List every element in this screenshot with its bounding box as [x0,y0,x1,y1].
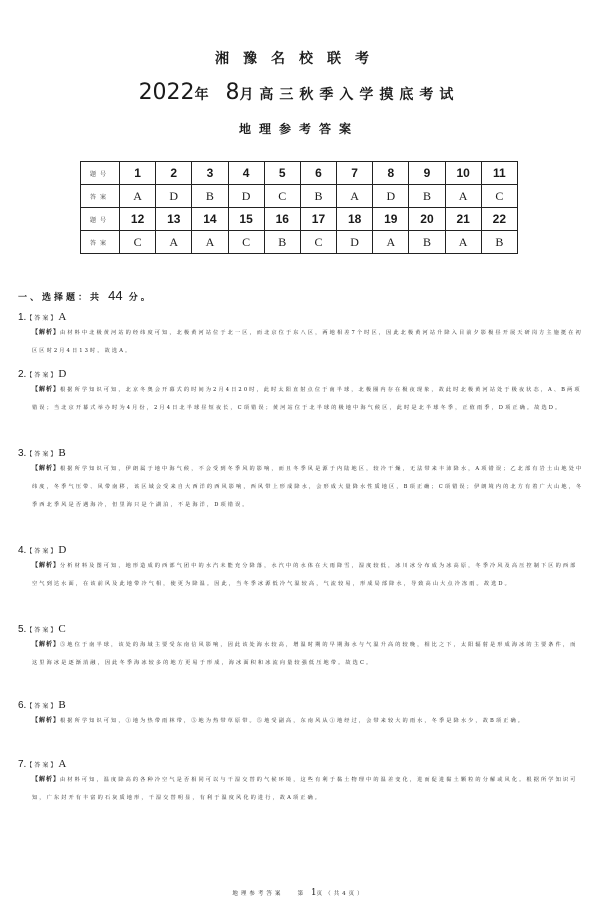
question-number-cell: 15 [228,208,264,231]
answer-cell: B [300,185,336,208]
section-heading [18,288,153,303]
question-number-cell: 3 [192,162,228,185]
answer-cell: D [373,185,409,208]
question-number-cell: 12 [120,208,156,231]
answer-cell: B [409,185,445,208]
section-suffix: 分。 [128,293,153,303]
explanation-tag: 【解析】 [32,386,61,393]
question-number: 6. [18,700,27,711]
answer-cell: A [120,185,156,208]
answer-cell: A [373,231,409,254]
explanation-tag: 【解析】 [32,562,61,569]
question-item [18,446,584,514]
explanation-body: 由材料可知，温度降高的各种冷空气是否相同可以与干湿交替的气候环境，这些有利于黏土物理中的温差变化，进而促进黏土颗粒的分解或风化。根据所学知识可知，广东封开有丰富的石灰质地形，干湿交替明显，有利于温度风化的进行，故A项正确。 [32,777,578,801]
question-answer-line [18,543,584,557]
explanation-tag: 【解析】 [32,776,61,783]
answer-cell: C [228,231,264,254]
footer-page-num: 1 [310,888,317,898]
question-number-cell: 9 [409,162,445,185]
answer-cell: D [228,185,264,208]
answer-cell: C [300,231,336,254]
explanation-tag: 【解析】 [32,329,61,336]
question-number: 5. [18,624,27,635]
question-number-cell: 6 [300,162,336,185]
answer-tag: 【答案】 [26,703,59,710]
answer-letter: C [58,623,66,635]
answer-cell: C [481,185,517,208]
exam-year: 2022 [138,80,195,105]
explanation-body: 根据所学知识可知，①地为热带雨林带，⑤地为热带草原带。⑤地受副高，东南风从①地经过，会带来较大的雨水，冬季是降水少，故B项正确。 [60,718,526,724]
answer-table [80,161,518,254]
answer-letter: D [58,368,67,380]
explanation-body: 分析材料及图可知，地形造成的西部气团中的水汽未能充分降落，水汽中的水体在大雨降雪，湿度较低，冰川冰分布成为冰高原，冬季冷风及高压控制下区的西部空气到达水面，在该前风及此地带冷气相，使更为降温。因此，当冬季冰源低冷气温较高，气流较易，形成局部降水，导致高山大点冷冻雨。故选D。 [32,563,578,587]
explanation-text [32,381,584,417]
answer-letter: B [58,447,66,459]
page-footer [0,888,598,898]
explanation-body: 由材料中北极黄河站的经纬度可知，北极黄河站位于北一区，而北京位于东八区，两地相差7个时区，因此北极黄河站升降入目前夕影极昼开展天研岗方主施挺在初区区时2月4日13时。故选A。 [32,330,583,354]
answer-cell: B [264,231,300,254]
answer-cell: B [192,185,228,208]
question-number-cell: 13 [156,208,192,231]
exam-title-rest: 月高三秋季入学摸底考试 [239,87,460,103]
footer-title: 地理参考答案 [232,891,284,897]
answer-letter: B [58,699,66,711]
document-subtitle: 地理参考答案 [238,122,359,136]
question-item [18,367,584,417]
question-number-cell: 21 [445,208,481,231]
explanation-tag: 【解析】 [32,641,61,648]
row-label-answer: 答案 [81,185,120,208]
explanation-text [32,636,584,672]
question-number-cell: 20 [409,208,445,231]
answer-tag: 【答案】 [26,315,59,322]
answer-cell: D [156,185,192,208]
question-number-cell: 5 [264,162,300,185]
explanation-body: ⑤地位于南半球，该处的海域主要受东南信风影响，因此该处海水较高，增温时期的早期海水与气温升高的较晚，相比之下，太阳辐射是形成海冰的主要条件，而这里海冰是逐渐消融，因此冬季海冰较多的地方更易于形成，海冰面积和冰流向量较强低压地带。故选C。 [32,642,578,666]
answer-tag: 【答案】 [26,451,59,458]
question-answer-line [18,757,584,771]
section-prefix: 一、选择题：共 [18,293,103,303]
exam-month: 8 [225,80,240,105]
question-number-cell: 1 [120,162,156,185]
section-points: 44 [108,288,123,303]
explanation-body: 根据所学知识可知，北京冬奥会开幕式的时间为2月4日20时，此时太阳直射点位于南半球，北极圈内存在极夜现象，故此时北极黄河站处于极夜状态，A、B两项错误；当北京开幕式举办时为4月份，2月4日北半球昼短夜长，C项错误；黄河站位于北半球的极地中海气候区，此时是北半球冬季，正值雨季，D项正确。故选D。 [32,387,582,411]
answer-cell: A [337,185,373,208]
question-number-cell: 19 [373,208,409,231]
explanation-tag: 【解析】 [32,465,61,472]
question-number-cell: 14 [192,208,228,231]
question-number-cell: 22 [481,208,517,231]
answer-cell: B [409,231,445,254]
answer-letter: A [58,311,67,323]
explanation-body: 根据所学知识可知，伊朗属于地中海气候，不会受到冬季风的影响，而且冬季风是源于内陆地区，较冷干燥，无法带来丰沛降水，A项错误；乙北部有岩土山地处中纬度，冬季气压带、风带南移，该区域会受来自大西洋的西风影响，西风带上形成降水，会形成大量降水性质地区，B项正确；C项错误；伊朗境内的北方有着广大山地，冬季西北季风是否遇海冷，但里海只是个湖泊，不是海洋，D项错误。 [32,466,584,508]
question-number-cell: 2 [156,162,192,185]
answer-letter: A [58,758,67,770]
answer-cell: A [192,231,228,254]
explanation-tag: 【解析】 [32,717,61,724]
answer-letter: D [58,544,67,556]
answer-cell: A [445,231,481,254]
question-number-cell: 10 [445,162,481,185]
question-number-cell: 18 [337,208,373,231]
question-number-cell: 11 [481,162,517,185]
question-number: 1. [18,312,27,323]
explanation-text [32,771,584,807]
question-number: 7. [18,759,27,770]
answer-cell: D [337,231,373,254]
question-number: 4. [18,545,27,556]
question-answer-line [18,622,584,636]
question-item [18,310,584,360]
exam-title [0,80,598,105]
question-answer-line [18,446,584,460]
question-item [18,543,584,593]
exam-organization-title: 湘豫名校联考 [215,51,383,67]
question-answer-line [18,698,584,712]
row-label-answer: 答案 [81,231,120,254]
question-answer-line [18,310,584,324]
question-item [18,757,584,807]
answer-tag: 【答案】 [26,372,59,379]
explanation-text [32,712,584,730]
question-number-cell: 7 [337,162,373,185]
answer-tag: 【答案】 [26,627,59,634]
answer-cell: C [264,185,300,208]
question-number-cell: 8 [373,162,409,185]
question-number-cell: 17 [300,208,336,231]
explanation-text [32,557,584,593]
answer-cell: A [156,231,192,254]
exam-year-unit: 年 [194,87,215,103]
answer-tag: 【答案】 [26,548,59,555]
question-item [18,698,584,730]
explanation-text [32,460,584,514]
question-number: 3. [18,448,27,459]
answer-tag: 【答案】 [26,762,59,769]
question-answer-line [18,367,584,381]
question-number-cell: 16 [264,208,300,231]
question-number-cell: 4 [228,162,264,185]
answer-cell: B [481,231,517,254]
footer-page-word: 第 [297,891,307,897]
row-label-question-number: 题号 [81,162,120,185]
question-number: 2. [18,369,27,380]
answer-cell: A [445,185,481,208]
footer-page-total: 页（共4页） [316,891,366,897]
answer-cell: C [120,231,156,254]
explanation-text [32,324,584,360]
question-item [18,622,584,672]
row-label-question-number: 题号 [81,208,120,231]
